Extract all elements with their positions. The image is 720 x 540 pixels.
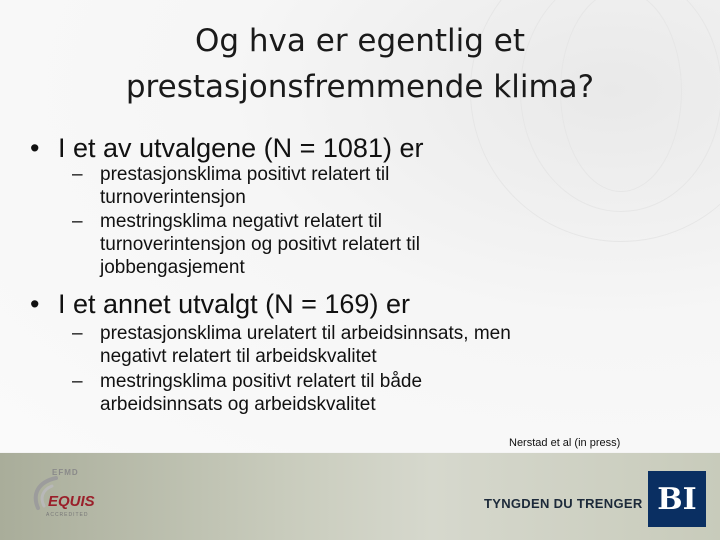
bullet-item — [30, 132, 423, 164]
bullet-text: I et annet utvalgt (N = 169) er — [58, 289, 410, 319]
title-line-2: prestasjonsfremmende klima? — [125, 69, 595, 105]
sub-bullet-item — [72, 163, 592, 209]
bullet-item — [30, 288, 410, 320]
bi-logo: BI — [648, 471, 706, 527]
bullet-dot: • — [30, 289, 40, 319]
sub-bullet-line: turnoverintensjon — [100, 187, 246, 208]
sub-bullet-line: mestringsklima negativt relatert til — [100, 211, 382, 232]
sub-bullet-dash: – — [72, 371, 83, 392]
equis-logo — [30, 468, 110, 524]
sub-bullet-line: prestasjonsklima urelatert til arbeidsinnsats, men — [100, 323, 511, 344]
equis-accredited-label: ACCREDITED — [46, 512, 89, 518]
footer-tagline: TYNGDEN DU TRENGER — [484, 496, 643, 511]
sub-bullet-line: turnoverintensjon og positivt relatert til — [100, 234, 420, 255]
sub-bullet-line: prestasjonsklima positivt relatert til — [100, 164, 390, 185]
sub-bullet-line: negativt relatert til arbeidskvalitet — [100, 346, 377, 367]
citation-text: Nerstad et al (in press) — [509, 437, 621, 449]
sub-bullet-item — [72, 322, 592, 368]
sub-bullet-dash: – — [72, 323, 83, 344]
sub-bullet-item — [72, 370, 592, 416]
bullet-text: I et av utvalgene (N = 1081) er — [58, 133, 424, 163]
sub-bullet-line: jobbengasjement — [100, 257, 245, 278]
slide-title — [60, 18, 660, 110]
equis-efmd-label: EFMD — [52, 468, 79, 477]
sub-bullet-item — [72, 210, 592, 279]
bullet-dot: • — [30, 133, 40, 163]
sub-bullet-line: mestringsklima positivt relatert til både — [100, 371, 423, 392]
title-line-1: Og hva er egentlig et — [194, 23, 526, 59]
sub-bullet-dash: – — [72, 211, 83, 232]
sub-bullet-line: arbeidsinnsats og arbeidskvalitet — [100, 394, 376, 415]
equis-name-label: EQUIS — [48, 493, 95, 510]
sub-bullet-dash: – — [72, 164, 83, 185]
